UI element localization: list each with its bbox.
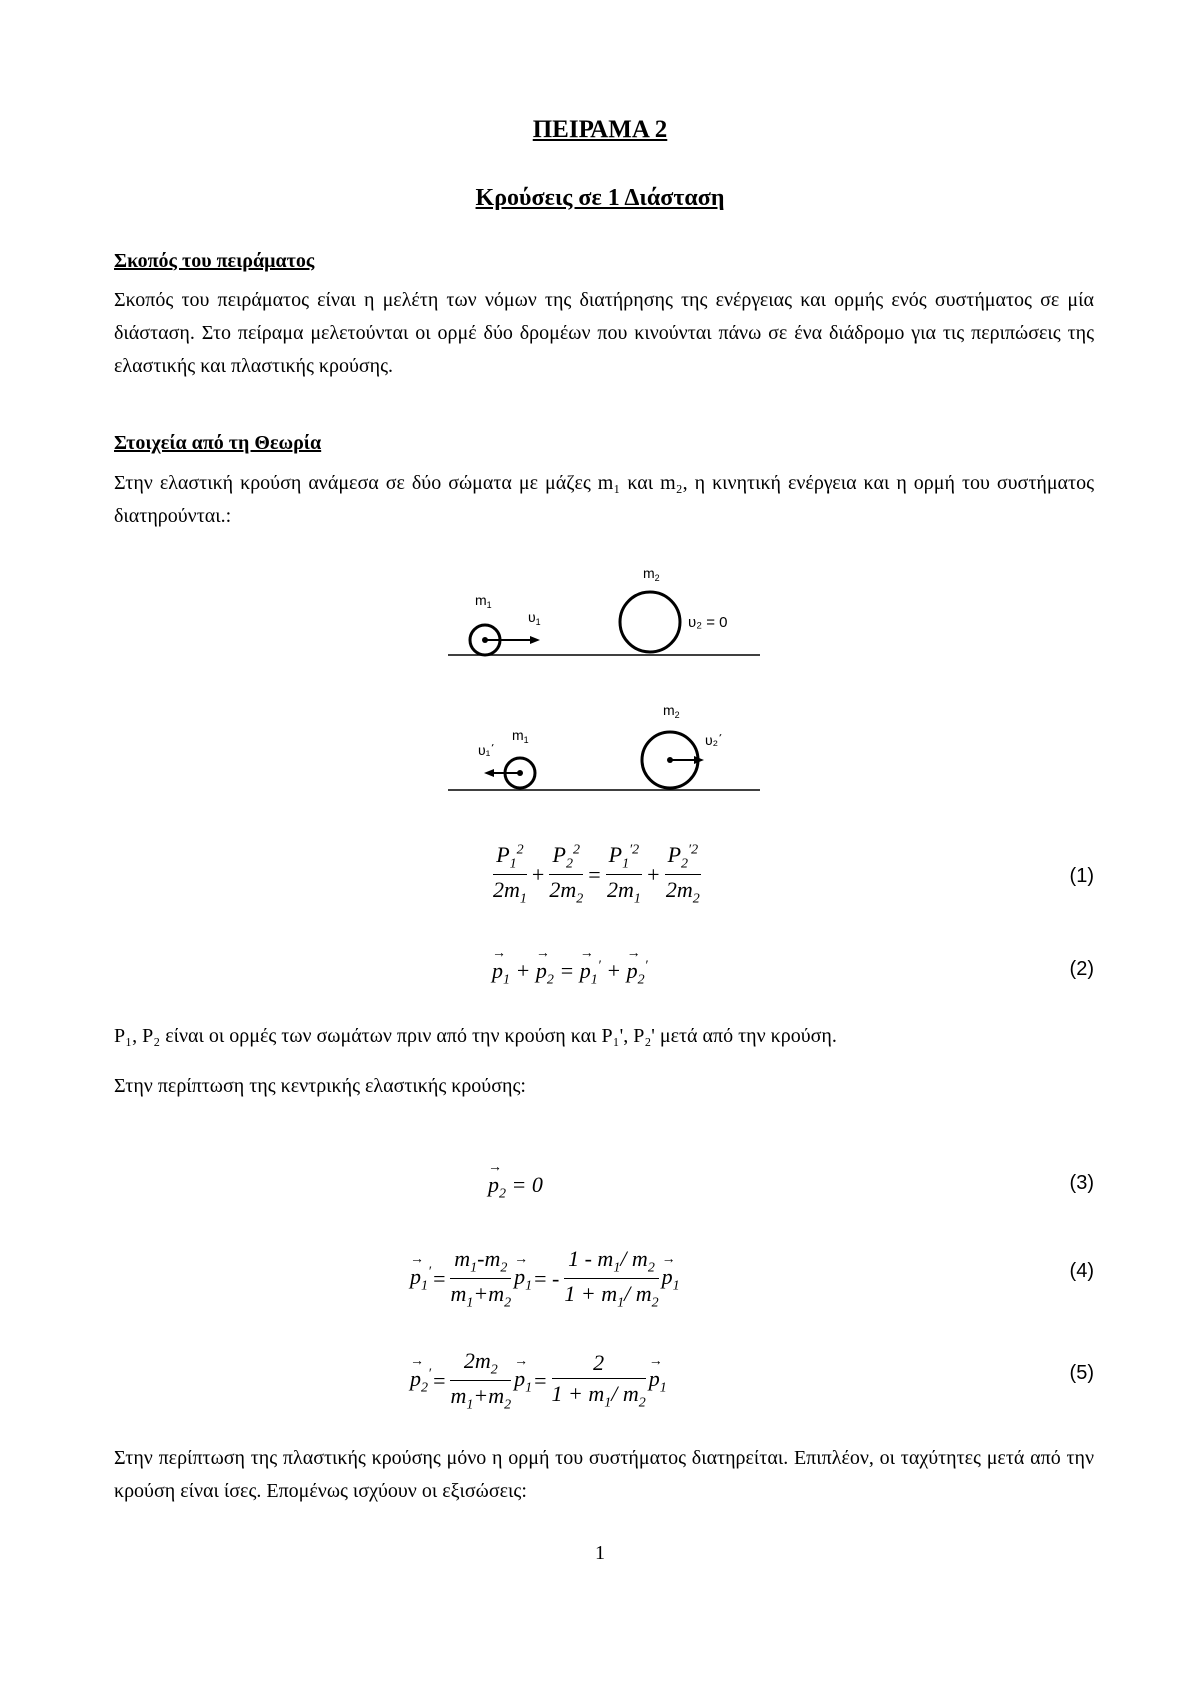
label-u2-zero: υ₂ = 0 <box>688 614 728 631</box>
plastic-case-paragraph: Στην περίπτωση της πλαστικής κρούσης μόνο η ορμή του συστήματος διατηρείται. Επιπλέον, οι ταχύτητες μετά από την κρούση είναι ίσες. Επομένως ισχύουν οι εξισώσεις: <box>114 1447 1094 1502</box>
equation-number-2: (2) <box>1069 958 1094 980</box>
label-m2-after: $m_2$ <box>663 702 680 720</box>
page-number: 1 <box>595 1542 605 1564</box>
label-u1: $\upsilon_1$ <box>528 609 541 627</box>
label-u2-prime: υ₂΄ <box>705 732 723 748</box>
label-u1-prime: υ₁΄ <box>478 742 496 758</box>
theory-intro: Στην ελαστική κρούση ανάμεσα σε δύο σώματα με μάζες m₁ και m₂, η κινητική ενέργεια και η ορμή του συστήματος διατηρούνται.: <box>114 472 1094 527</box>
arrowhead-u1 <box>530 636 540 644</box>
equation-number-4: (4) <box>1069 1260 1094 1282</box>
equation-p2-prime: → $p_2'=$ $\frac{2m_2}{m_1+m_2}$ → $p_1=$ $\frac{2}{1 + m_1/ m_2}$ → $p_1$ <box>410 1348 667 1414</box>
equation-p2-zero: → $p_2 = 0$ <box>488 1172 543 1202</box>
label-m1-before: $m_1$ <box>475 592 492 610</box>
equation-energy: $\frac{P_1^2}{2m_1}$ + $\frac{P_2^2}{2m_2}$ = $\frac{P_1^{'2}}{2m_1}$ + $\frac{P_2^{'2}}{2m_2}$ <box>493 842 700 907</box>
label-m2-before: $m_2$ <box>643 565 660 583</box>
equation-number-5: (5) <box>1069 1362 1094 1384</box>
equation-number-3: (3) <box>1069 1172 1094 1194</box>
equation-p1-prime: → $p_1'=$ $\frac{m_1-m_2}{m_1+m_2}$ → $p_1=$ - $\frac{1 - m_1/ m_2}{1 + m_1/ m_2}$ → $p_1$ <box>410 1246 680 1312</box>
page-title: ΠΕΙΡΑΜΑ 2 <box>532 116 668 143</box>
page-subtitle: Κρούσεις σε 1 Διάσταση <box>475 185 725 211</box>
label-m1-after: $m_1$ <box>512 727 529 745</box>
central-case-text: Στην περίπτωση της κεντρικής ελαστικής κρούσης: <box>114 1075 526 1097</box>
ball-m2-before <box>620 592 680 652</box>
equation-momentum: → $p_1$ + → $p_2$ = → $p_1'$ + → $p_2'$ <box>492 958 648 988</box>
arrowhead-u1-prime <box>484 769 494 777</box>
collision-figure <box>440 560 770 800</box>
purpose-paragraph: Σκοπός του πειράματος είναι η μελέτη των νόμων της διατήρησης της ενέργειας και ορμής ενός συστήματος σε μία διάσταση. Στο πείραμα μελετούνται οι ορμέ δύο δρομέων που κινούνται πάνω σε ένα διάδρομο για τις περιπώσεις της ελαστικής και πλαστικής κρούσης. <box>114 289 1094 377</box>
equation-number-1: (1) <box>1069 865 1094 887</box>
purpose-heading: Σκοπός του πειράματος <box>114 250 315 272</box>
momenta-note: P₁, P₂ είναι οι ορμές των σωμάτων πριν από την κρούση και P₁', P₂' μετά από την κρούση. <box>114 1025 837 1047</box>
theory-heading: Στοιχεία από τη Θεωρία <box>114 432 322 454</box>
